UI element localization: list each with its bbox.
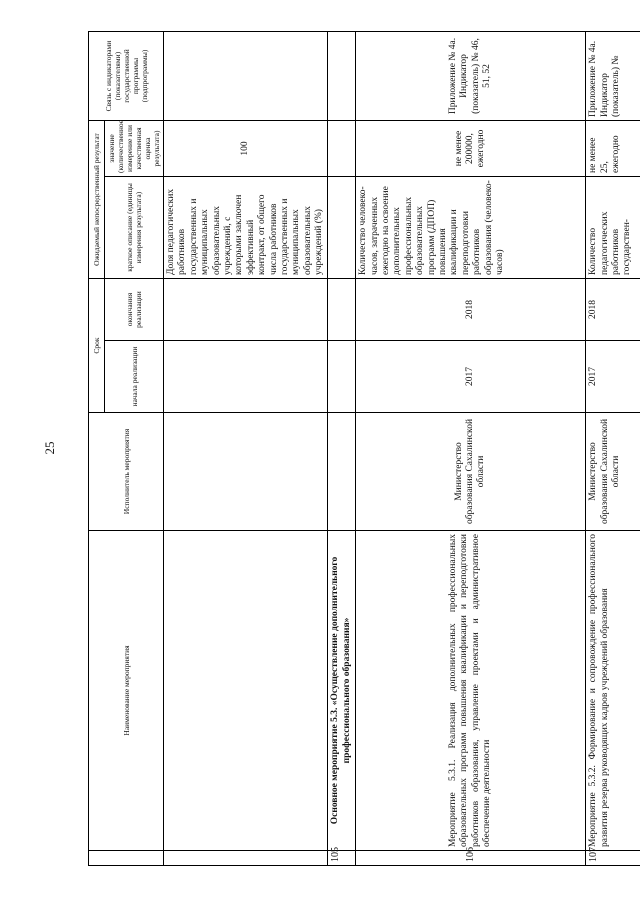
- cell-empty: [328, 121, 356, 177]
- measure-desc: Количество человеко-часов, затраченных ежегодно на освоение дополнительных профессиональных образовательных программ (ДПОП) повышения квалификации и переподготовки работников образования (человеко-часов): [356, 177, 586, 279]
- measure-link: Приложение № 4а. Индикатор (показатель) № 46, 51, 52: [356, 32, 586, 121]
- measure-executor: Министерство образования Сахалинской области: [356, 413, 586, 531]
- cell-num-top: [164, 851, 328, 866]
- measure-desc: Количество педагогических работников государствен-: [586, 177, 640, 279]
- measure-end: 2018: [586, 279, 640, 341]
- measures-table: [88, 31, 640, 866]
- cell-end-top: [164, 279, 328, 341]
- cell-empty: [328, 32, 356, 121]
- header-short-desc: краткое описание (единицы измерения результата): [105, 177, 164, 279]
- header-executor: Исполнитель мероприятия: [89, 413, 164, 531]
- cell-link-top: [164, 32, 328, 121]
- table-row: [164, 32, 328, 866]
- cell-desc-top: Доля педагогических работников государственных и муниципальных образовательных учреждений, с которыми заключен эффективный контракт, от общего числа работников государственных и муниципальных образовательных учреждений (%): [164, 177, 328, 279]
- header-end: окончания реализации: [105, 279, 164, 341]
- cell-name-top: [164, 531, 328, 851]
- section-title: Основное мероприятие 5.3. «Осуществление дополнительного профессионального образования»: [328, 531, 356, 851]
- table-row: [356, 32, 586, 866]
- row-number: 106: [356, 851, 586, 866]
- table-row: [328, 32, 356, 866]
- cell-empty: [328, 279, 356, 341]
- rotated-table-page: [88, 32, 633, 866]
- measure-link: Приложение № 4а. Индикатор (показатель) №: [586, 32, 640, 121]
- measure-end: 2018: [356, 279, 586, 341]
- cell-empty: [328, 341, 356, 413]
- measure-name: Мероприятие 5.3.2. Формирование и сопровождение профессионального развития резерва руководящих кадров учреждений образования: [586, 531, 640, 851]
- header-expected: Ожидаемый непосредственный результат: [89, 121, 105, 279]
- cell-executor-top: [164, 413, 328, 531]
- measure-start: 2017: [586, 341, 640, 413]
- measure-executor: Министерство образования Сахалинской области: [586, 413, 640, 531]
- header-start: начала реализации: [105, 341, 164, 413]
- header-value: значение (количественное измерение или качественная оценка результата): [105, 121, 164, 177]
- measure-name: Мероприятие 5.3.1. Реализация дополнительных профессиональных образовательных программ повышения квалификации и переподготовки работников образования, управление проектами и административное обеспечение деятельности: [356, 531, 586, 851]
- cell-value-top: 100: [164, 121, 328, 177]
- header-num: [89, 851, 164, 866]
- page-number: 25: [42, 441, 57, 455]
- cell-start-top: [164, 341, 328, 413]
- cell-empty: [328, 413, 356, 531]
- header-term: Срок: [89, 279, 105, 413]
- measure-value: не менее 200000, ежегодно: [356, 121, 586, 177]
- header-name: Наименование мероприятия: [89, 531, 164, 851]
- table-row: [586, 32, 640, 866]
- header-link: Связь с индикаторами (показателями) государственной программы (подпрограммы): [89, 32, 164, 121]
- row-number: 105: [328, 851, 356, 866]
- measure-start: 2017: [356, 341, 586, 413]
- measure-value: не менее 25, ежегодно: [586, 121, 640, 177]
- cell-empty: [328, 177, 356, 279]
- row-number: 107: [586, 851, 640, 866]
